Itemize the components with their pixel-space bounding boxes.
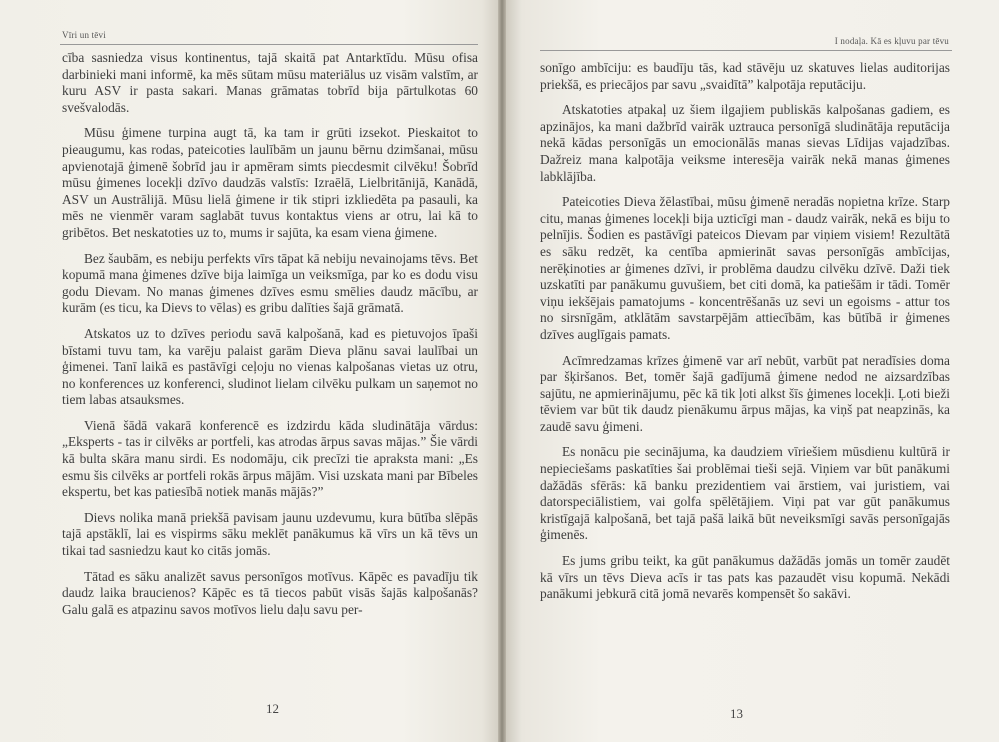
left-header-rule bbox=[60, 44, 478, 45]
right-page-number: 13 bbox=[730, 706, 743, 721]
left-paragraph-3: Bez šaubām, es nebiju perfekts vīrs tāpat kā nebiju nevainojams tēvs. Bet kopumā mana ģimenes dzīve bija laimīga un veiksmīga, par ko es dodu visu godu Dievam. No manas ģimenes dzīves esmu smēlies daudz mācību, ar kurām (es ticu, ka Dievs to vēlas) es gribu dalīties šajā grāmatā. bbox=[62, 250, 478, 316]
book-gutter bbox=[498, 0, 506, 742]
left-paragraph-4: Atskatos uz to dzīves periodu savā kalpošanā, kad es pietuvojos īpaši bīstami tuvu tam, ka varēju palaist garām Dieva plānu savai laulībai un ģimenei. Tanī laikā es pastāvīgi ceļoju no vienas kalpošanas vietas uz otru, no konferences uz konferenci, sludinot lielam cilvēku pulkam un saņemot no tiem labas atsauksmes. bbox=[62, 325, 478, 408]
right-running-head: I nodaļa. Kā es kļuvu par tēvu bbox=[834, 36, 949, 46]
right-paragraph-2: Atskatoties atpakaļ uz šiem ilgajiem publiskās kalpošanas gadiem, es apzinājos, ka mani dažbrīd vairāk uztrauca personīgā sludinātāja reputācija nekā kādas personīgās un emocionālās manas sievas Līdijas vajadzības. Dažreiz mana kalpotāja veiksme interesēja vairāk nekā manas ģimenes labklājība. bbox=[540, 102, 950, 184]
right-header-rule bbox=[540, 50, 952, 51]
right-paragraph-4: Acīmredzamas krīzes ģimenē var arī nebūt, varbūt pat neradīsies doma par šķiršanos. Bet, tomēr šajā gadījumā ģimene nedod ne aizsardzības sajūtu, ne apmierinājumu, pēc kā tik ļoti alkst šīs ģimenes locekļi. Ļoti bieži tēviem var būt tik daudz pienākumu ārpus mājas, ka viņš pat neapzinās, ka zaudē savu ģimeni. bbox=[540, 352, 950, 434]
left-paragraph-1: cība sasniedza visus kontinentus, tajā skaitā pat Antarktīdu. Mūsu ofisa darbinieki mani informē, ka mēs sūtam mūsu materiālus uz visām valstīm, ar kuru ASV ir pasta sakari. Manas grāmatas tobrīd bija pārtulkotas 60 svešvalodās. bbox=[62, 50, 478, 115]
left-paragraph-2: Mūsu ģimene turpina augt tā, ka tam ir grūti izsekot. Pieskaitot to pieaugumu, kas rodas, pateicoties laulībām un jaunu bērnu dzimšanai, mūsu apvienotajā ģimenē šobrīd jau ir apmēram simts piecdesmit cilvēku! Šobrīd mūsu ģimenes locekļi dzīvo daudzās valstīs: Izraēlā, Lielbritānijā, Kanādā, ASV un Austrālijā. Mūsu lielā ģimene ir tik stipri izkliedēta pa pasauli, ka mēs ne vienmēr varam saglabāt tuvus kontaktus viens ar otru, lai kā to gribētos. Bet neskatoties uz to, mums ir sajūta, ka esam viena ģimene. bbox=[62, 125, 478, 240]
right-paragraph-1: sonīgo ambīciju: es baudīju tās, kad stāvēju uz skatuves lielas auditorijas priekšā, es priecājos par savu „svaidītā” kalpotāja reputāciju. bbox=[540, 60, 950, 92]
left-paragraph-5: Vienā šādā vakarā konferencē es izdzirdu kāda sludinātāja vārdus: „Eksperts - tas ir cilvēks ar portfeli, kas atrodas ārpus savas mājas.” Šie vārdi kā bulta skāra manu sirdi. Es nodomāju, cik precīzi tie apraksta mani: „Es esmu šis cilvēks ar portfeli rokās ārpus mājām. Visi uzskata mani par Bībeles ekspertu, bet kas patiesībā notiek manās mājās?” bbox=[62, 417, 478, 500]
right-page bbox=[502, 0, 999, 742]
right-text-block bbox=[540, 60, 950, 612]
left-page-number: 12 bbox=[266, 701, 279, 716]
left-paragraph-7: Tātad es sāku analizēt savus personīgos motīvus. Kāpēc es pavadīju tik daudz laika braucienos? Kāpēc es tā tiecos pabūt visās šajās kalpošanās? Galu galā es atpazinu savos motīvos lielu daļu savu per- bbox=[62, 568, 478, 617]
left-paragraph-6: Dievs nolika manā priekšā pavisam jaunu uzdevumu, kura būtība slēpās tajā apstāklī, lai es vispirms sāku meklēt panākumus kā vīrs un kā tēvs un tikai tad sasniedzu kaut ko citās jomās. bbox=[62, 509, 478, 559]
right-paragraph-5: Es nonācu pie secinājuma, ka daudziem vīriešiem mūsdienu kultūrā ir nepieciešams paskatīties šai problēmai tieši sejā. Viņiem var būt panākumi dažādās sfērās: kā banku prezidentiem vai ārstiem, vai juristiem, vai datorspeciālistiem, vai golfa spēlētājiem. Viņi pat var gūt panākumus kristīgajā kalpošanā, bet tajā pašā laikā būt neveiksmīgi savās personīgajās ģimenēs. bbox=[540, 444, 950, 543]
right-paragraph-6: Es jums gribu teikt, ka gūt panākumus dažādās jomās un tomēr zaudēt kā vīrs un tēvs Dieva acīs ir tas pats kas pazaudēt visu kopumā. Nekādi panākumi jebkurā citā jomā nevarēs kompensēt šo sakāvi. bbox=[540, 553, 950, 602]
right-paragraph-3: Pateicoties Dieva žēlastībai, mūsu ģimenē neradās nopietna krīze. Starp citu, manas ģimenes locekļi bija uzticīgi man - daudz vairāk, nekā es biju to pelnījis. Šodien es pastāvīgi pateicos Dievam par viņiem visiem! Rezultātā es sāku redzēt, ka centība apmierināt savas personīgās ambīcijas, nerēķinoties ar ģimenes dzīvi, ir problēma daudzu cilvēku dzīvē. Daži tiek uzskatīti par panākumu guvušiem, bet citi domā, ka patiešām ir tādi. Tomēr viņu iekšējais pamatojums - koncentrēšanās uz sevi un egoisms - attur tos no sirsnīgām, atklātām savstarpējām attiecībām, kas būtībā ir ģimenes dzīves auglīgais pamats. bbox=[540, 194, 950, 342]
left-running-head: Vīri un tēvi bbox=[62, 30, 106, 40]
left-text-block bbox=[62, 50, 478, 627]
